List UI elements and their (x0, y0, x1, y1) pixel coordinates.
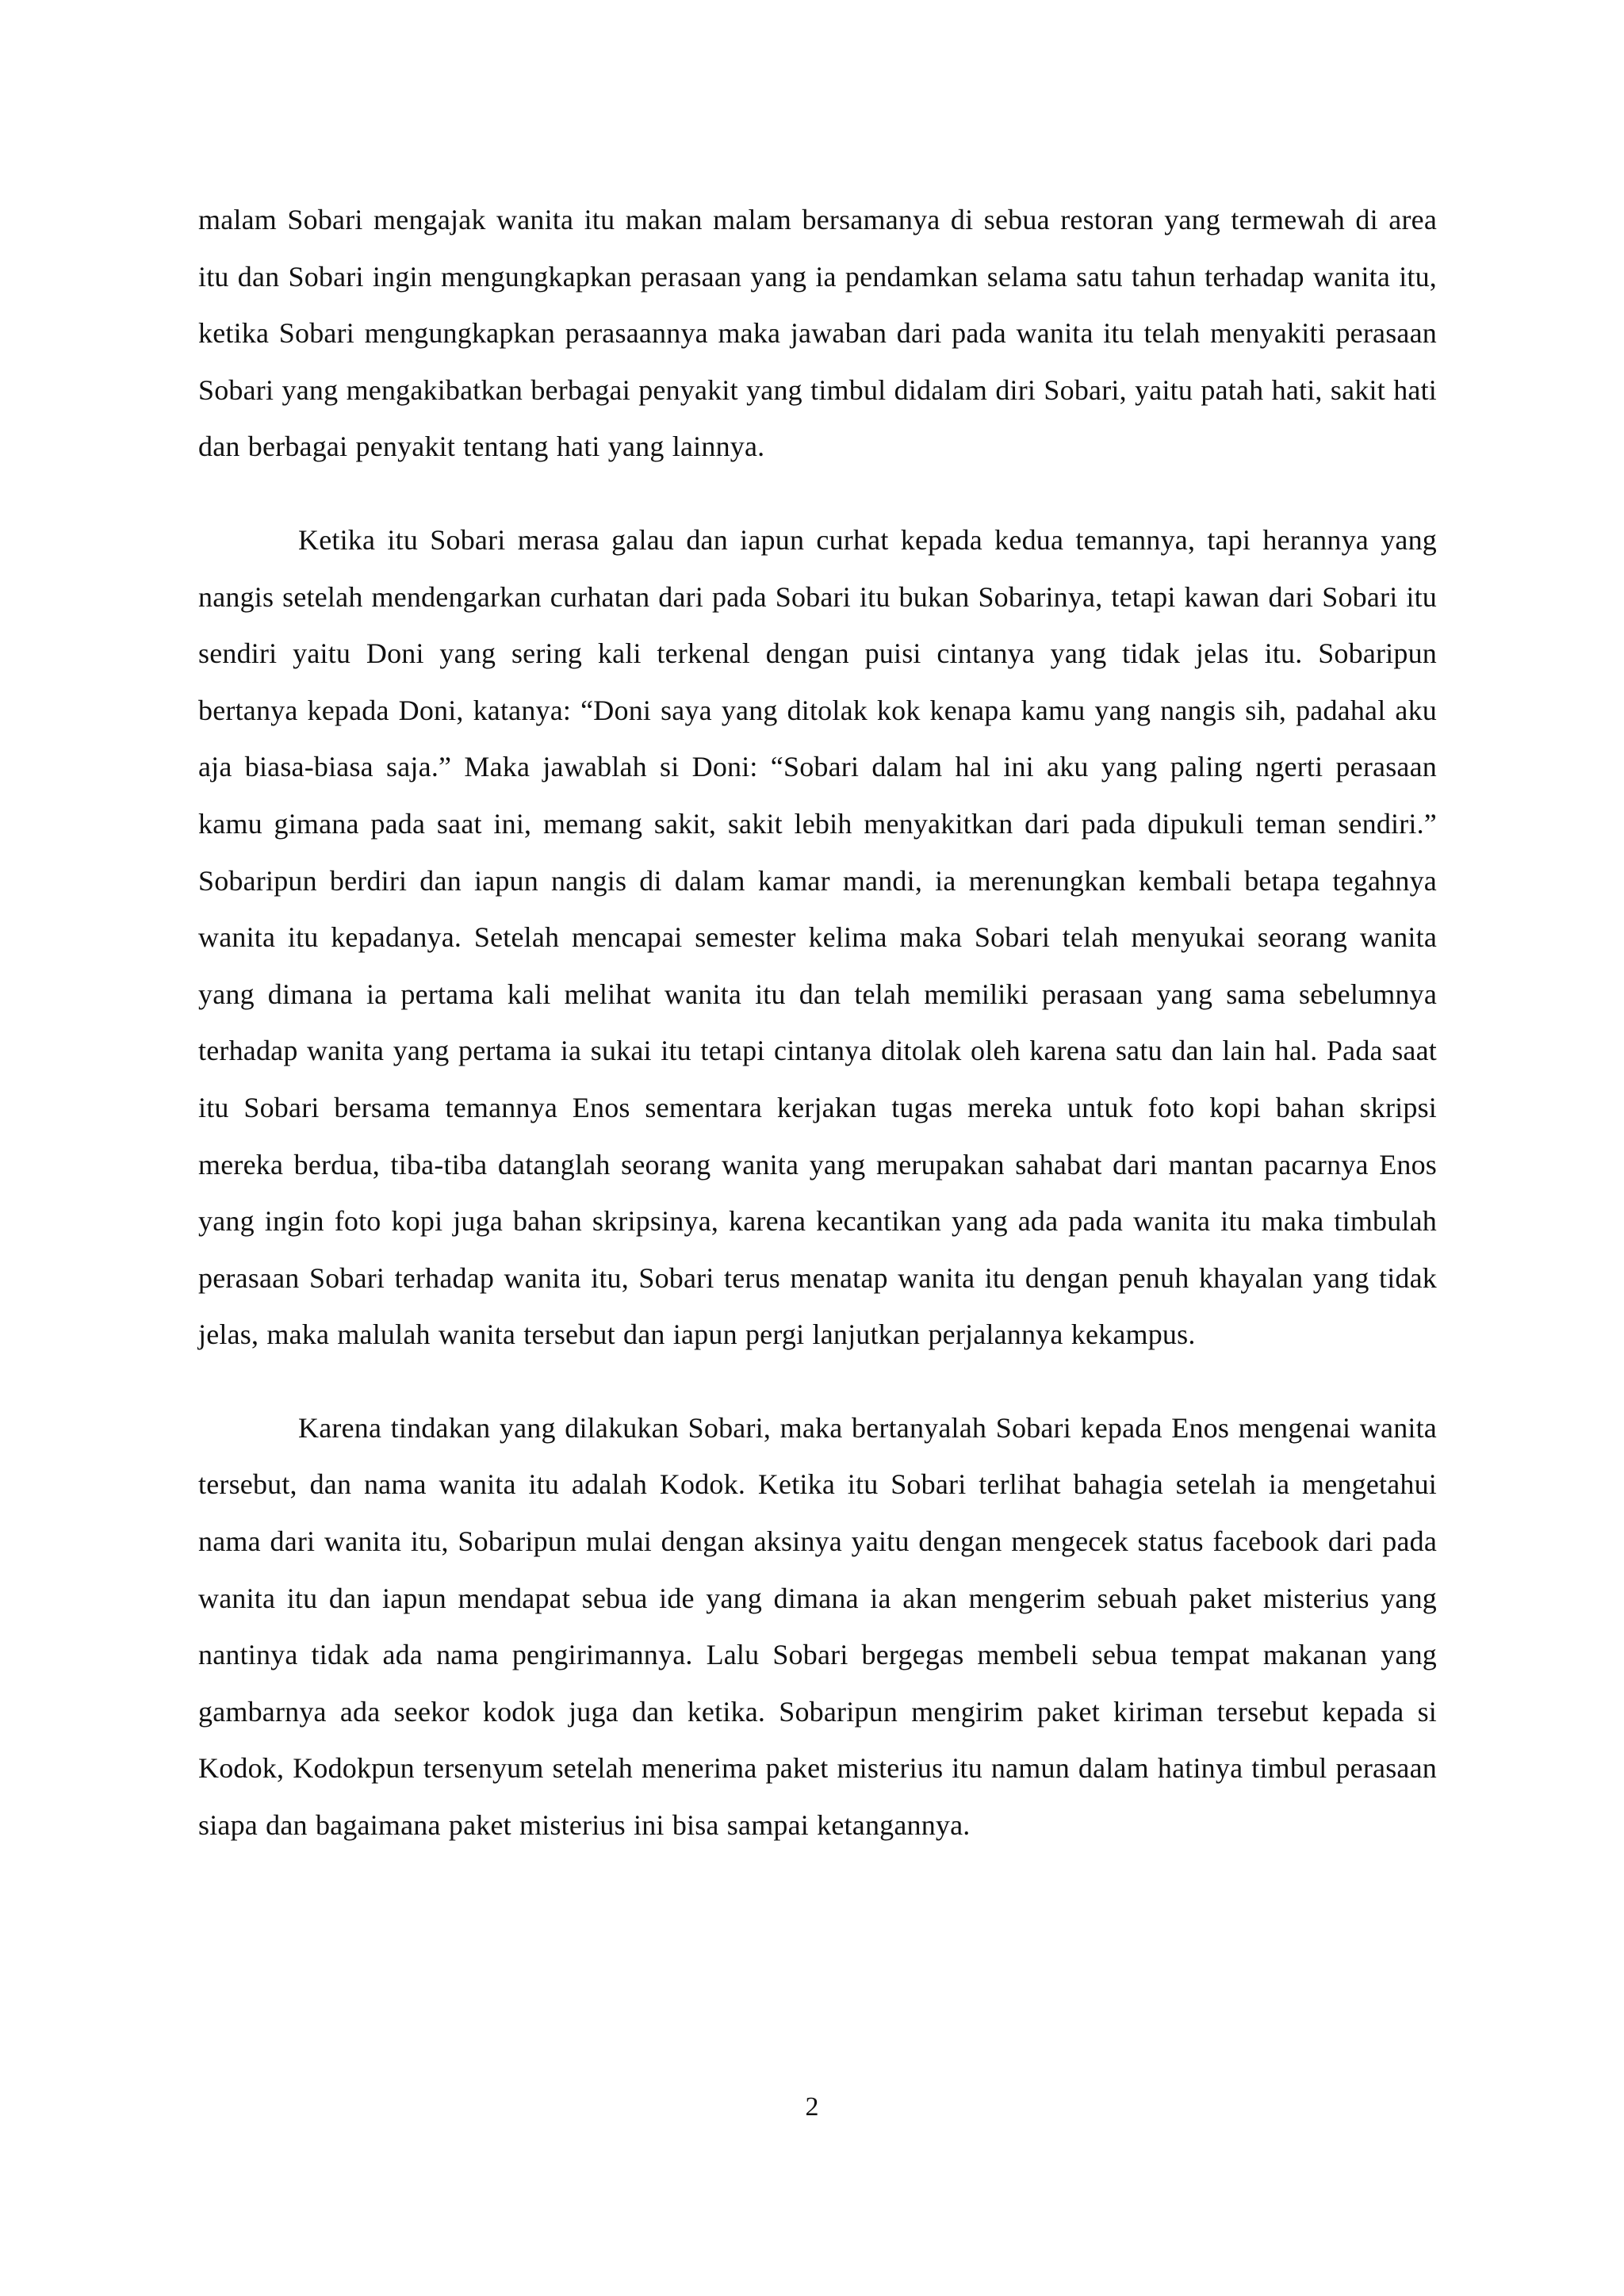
page-number: 2 (805, 2092, 819, 2122)
body-text (198, 192, 1437, 1854)
paragraph-1: malam Sobari mengajak wanita itu makan malam bersamanya di sebua restoran yang termewah di area itu dan Sobari ingin mengungkapkan perasaan yang ia pendamkan selama satu tahun terhadap wanita itu, ketika Sobari mengungkapkan perasaannya maka jawaban dari pada wanita itu telah menyakiti perasaan Sobari yang mengakibatkan berbagai penyakit yang timbul didalam diri Sobari, yaitu patah hati, sakit hati dan berbagai penyakit tentang hati yang lainnya. (198, 204, 1437, 463)
paragraph-2: Ketika itu Sobari merasa galau dan iapun curhat kepada kedua temannya, tapi herannya yang nangis setelah mendengarkan curhatan dari pada Sobari itu bukan Sobarinya, tetapi kawan dari Sobari itu sendiri yaitu Doni yang sering kali terkenal dengan puisi cintanya yang tidak jelas itu. Sobaripun bertanya kepada Doni, katanya: “Doni saya yang ditolak kok kenapa kamu yang nangis sih, padahal aku aja biasa-biasa saja.” Maka jawablah si Doni: “Sobari dalam hal ini aku yang paling ngerti perasaan kamu gimana pada saat ini, memang sakit, sakit lebih menyakitkan dari pada dipukuli teman sendiri.” Sobaripun berdiri dan iapun nangis di dalam kamar mandi, ia merenungkan kembali betapa tegahnya wanita itu kepadanya. Setelah mencapai semester kelima maka Sobari telah menyukai seorang wanita yang dimana ia pertama kali melihat wanita itu dan telah memiliki perasaan yang sama sebelumnya terhadap wanita yang pertama ia sukai itu tetapi cintanya ditolak oleh karena satu dan lain hal. Pada saat itu Sobari bersama temannya Enos sementara kerjakan tugas mereka untuk foto kopi bahan skripsi mereka berdua, tiba-tiba datanglah seorang wanita yang merupakan sahabat dari mantan pacarnya Enos yang ingin foto kopi juga bahan skripsinya, karena kecantikan yang ada pada wanita itu maka timbulah perasaan Sobari terhadap wanita itu, Sobari terus menatap wanita itu dengan penuh khayalan yang tidak jelas, maka malulah wanita tersebut dan iapun pergi lanjutkan perjalannya kekampus. (198, 523, 1437, 1351)
paragraph-3: Karena tindakan yang dilakukan Sobari, maka bertanyalah Sobari kepada Enos mengenai wanita tersebut, dan nama wanita itu adalah Kodok. Ketika itu Sobari terlihat bahagia setelah ia mengetahui nama dari wanita itu, Sobaripun mulai dengan aksinya yaitu dengan mengecek status facebook dari pada wanita itu dan iapun mendapat sebua ide yang dimana ia akan mengerim sebuah paket misterius yang nantinya tidak ada nama pengirimannya. Lalu Sobari bergegas membeli sebua tempat makanan yang gambarnya ada seekor kodok juga dan ketika. Sobaripun mengirim paket kiriman tersebut kepada si Kodok, Kodokpun tersenyum setelah menerima paket misterius itu namun dalam hatinya timbul perasaan siapa dan bagaimana paket misterius ini bisa sampai ketangannya. (198, 1411, 1437, 1842)
